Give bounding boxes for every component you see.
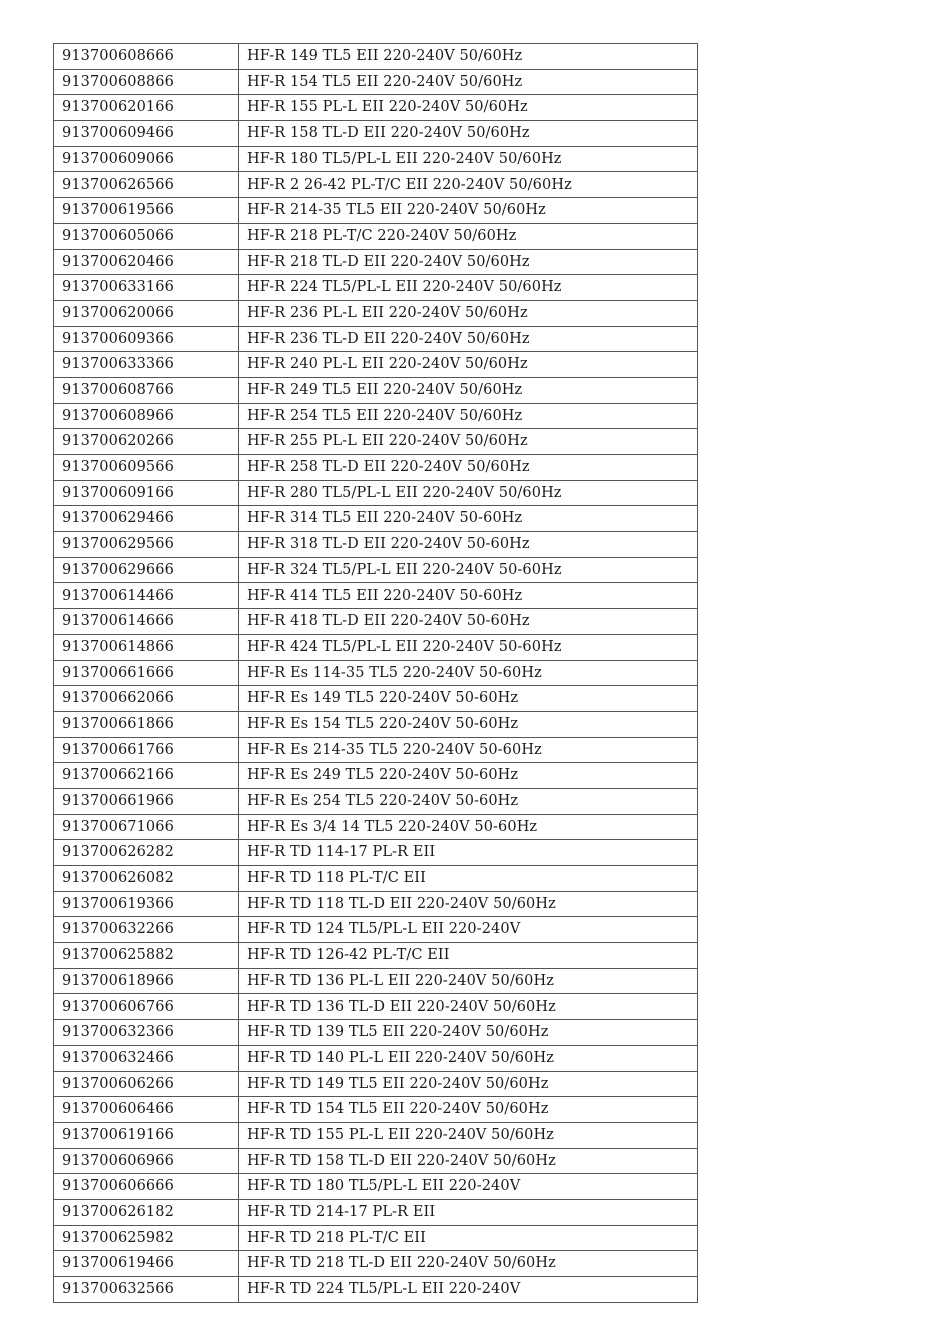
table-row [54,172,698,198]
product-code-cell: 913700629466 [54,506,239,532]
product-description-cell: HF-R TD 140 PL-L EII 220-240V 50/60Hz [239,1045,698,1071]
product-description-cell: HF-R 149 TL5 EII 220-240V 50/60Hz [239,44,698,70]
table-row [54,506,698,532]
product-code-cell: 913700605066 [54,223,239,249]
table-row [54,686,698,712]
product-description-cell: HF-R TD 139 TL5 EII 220-240V 50/60Hz [239,1020,698,1046]
table-row [54,532,698,558]
product-description-cell: HF-R 218 TL-D EII 220-240V 50/60Hz [239,249,698,275]
product-code-cell: 913700629566 [54,532,239,558]
table-row [54,737,698,763]
product-description-cell: HF-R Es 254 TL5 220-240V 50-60Hz [239,788,698,814]
product-code-cell: 913700626082 [54,866,239,892]
table-row [54,352,698,378]
product-description-cell: HF-R 280 TL5/PL-L EII 220-240V 50/60Hz [239,480,698,506]
product-code-cell: 913700606666 [54,1174,239,1200]
product-code-cell: 913700609066 [54,146,239,172]
product-description-cell: HF-R 314 TL5 EII 220-240V 50-60Hz [239,506,698,532]
product-code-cell: 913700626566 [54,172,239,198]
product-description-cell: HF-R TD 155 PL-L EII 220-240V 50/60Hz [239,1122,698,1148]
product-code-cell: 913700620066 [54,300,239,326]
table-row [54,814,698,840]
product-code-cell: 913700609366 [54,326,239,352]
product-description-cell: HF-R TD 118 PL-T/C EII [239,866,698,892]
product-code-cell: 913700629666 [54,557,239,583]
product-description-cell: HF-R 424 TL5/PL-L EII 220-240V 50-60Hz [239,634,698,660]
table-row [54,1071,698,1097]
product-description-cell: HF-R TD 224 TL5/PL-L EII 220-240V [239,1277,698,1303]
product-table [53,43,698,1303]
product-description-cell: HF-R TD 136 PL-L EII 220-240V 50/60Hz [239,968,698,994]
product-description-cell: HF-R 224 TL5/PL-L EII 220-240V 50/60Hz [239,275,698,301]
product-description-cell: HF-R 414 TL5 EII 220-240V 50-60Hz [239,583,698,609]
product-description-cell: HF-R 236 PL-L EII 220-240V 50/60Hz [239,300,698,326]
product-description-cell: HF-R TD 124 TL5/PL-L EII 220-240V [239,917,698,943]
product-description-cell: HF-R TD 218 TL-D EII 220-240V 50/60Hz [239,1251,698,1277]
table-row [54,300,698,326]
product-code-cell: 913700619466 [54,1251,239,1277]
product-code-cell: 913700619566 [54,198,239,224]
table-row [54,455,698,481]
product-description-cell: HF-R TD 158 TL-D EII 220-240V 50/60Hz [239,1148,698,1174]
product-description-cell: HF-R Es 149 TL5 220-240V 50-60Hz [239,686,698,712]
product-code-cell: 913700606466 [54,1097,239,1123]
product-code-cell: 913700662166 [54,763,239,789]
product-code-cell: 913700626182 [54,1199,239,1225]
table-row [54,146,698,172]
table-row [54,1148,698,1174]
product-code-cell: 913700625982 [54,1225,239,1251]
product-description-cell: HF-R 236 TL-D EII 220-240V 50/60Hz [239,326,698,352]
product-description-cell: HF-R TD 126-42 PL-T/C EII [239,943,698,969]
product-description-cell: HF-R TD 118 TL-D EII 220-240V 50/60Hz [239,891,698,917]
table-row [54,249,698,275]
product-code-cell: 913700614466 [54,583,239,609]
product-code-cell: 913700626282 [54,840,239,866]
product-description-cell: HF-R Es 114-35 TL5 220-240V 50-60Hz [239,660,698,686]
product-description-cell: HF-R 249 TL5 EII 220-240V 50/60Hz [239,377,698,403]
product-description-cell: HF-R Es 249 TL5 220-240V 50-60Hz [239,763,698,789]
product-description-cell: HF-R Es 3/4 14 TL5 220-240V 50-60Hz [239,814,698,840]
product-code-cell: 913700661666 [54,660,239,686]
product-description-cell: HF-R TD 214-17 PL-R EII [239,1199,698,1225]
table-row [54,1174,698,1200]
product-code-cell: 913700608666 [54,44,239,70]
table-row [54,480,698,506]
table-row [54,377,698,403]
table-row [54,943,698,969]
product-code-cell: 913700662066 [54,686,239,712]
product-description-cell: HF-R 258 TL-D EII 220-240V 50/60Hz [239,455,698,481]
table-row [54,1225,698,1251]
product-code-cell: 913700614866 [54,634,239,660]
product-code-cell: 913700609466 [54,121,239,147]
product-description-cell: HF-R 155 PL-L EII 220-240V 50/60Hz [239,95,698,121]
product-code-cell: 913700618966 [54,968,239,994]
product-code-cell: 913700661866 [54,711,239,737]
product-code-cell: 913700609166 [54,480,239,506]
product-code-cell: 913700620266 [54,429,239,455]
table-row [54,840,698,866]
product-description-cell: HF-R TD 149 TL5 EII 220-240V 50/60Hz [239,1071,698,1097]
product-code-cell: 913700661966 [54,788,239,814]
table-row [54,1251,698,1277]
table-row [54,891,698,917]
product-description-cell: HF-R 254 TL5 EII 220-240V 50/60Hz [239,403,698,429]
table-row [54,968,698,994]
product-description-cell: HF-R 154 TL5 EII 220-240V 50/60Hz [239,69,698,95]
table-row [54,660,698,686]
table-row [54,326,698,352]
table-row [54,1097,698,1123]
table-row [54,994,698,1020]
table-row [54,95,698,121]
product-code-cell: 913700606766 [54,994,239,1020]
product-description-cell: HF-R 418 TL-D EII 220-240V 50-60Hz [239,609,698,635]
table-row [54,1277,698,1303]
product-description-cell: HF-R Es 214-35 TL5 220-240V 50-60Hz [239,737,698,763]
product-description-cell: HF-R 214-35 TL5 EII 220-240V 50/60Hz [239,198,698,224]
product-code-cell: 913700632266 [54,917,239,943]
table-row [54,917,698,943]
product-description-cell: HF-R 180 TL5/PL-L EII 220-240V 50/60Hz [239,146,698,172]
product-description-cell: HF-R 240 PL-L EII 220-240V 50/60Hz [239,352,698,378]
product-description-cell: HF-R 255 PL-L EII 220-240V 50/60Hz [239,429,698,455]
table-row [54,69,698,95]
table-row [54,788,698,814]
table-row [54,1199,698,1225]
table-row [54,198,698,224]
table-row [54,763,698,789]
product-code-cell: 913700661766 [54,737,239,763]
product-description-cell: HF-R Es 154 TL5 220-240V 50-60Hz [239,711,698,737]
table-row [54,634,698,660]
table-row [54,44,698,70]
table-row [54,1020,698,1046]
table-row [54,121,698,147]
product-code-cell: 913700614666 [54,609,239,635]
product-code-cell: 913700619366 [54,891,239,917]
product-code-cell: 913700608866 [54,69,239,95]
product-code-cell: 913700606266 [54,1071,239,1097]
table-row [54,403,698,429]
product-code-cell: 913700620166 [54,95,239,121]
product-code-cell: 913700671066 [54,814,239,840]
product-table-body [54,44,698,1303]
product-code-cell: 913700608766 [54,377,239,403]
table-row [54,557,698,583]
table-row [54,1122,698,1148]
product-code-cell: 913700632366 [54,1020,239,1046]
product-description-cell: HF-R TD 218 PL-T/C EII [239,1225,698,1251]
product-description-cell: HF-R TD 180 TL5/PL-L EII 220-240V [239,1174,698,1200]
product-description-cell: HF-R 218 PL-T/C 220-240V 50/60Hz [239,223,698,249]
product-code-cell: 913700609566 [54,455,239,481]
product-description-cell: HF-R 318 TL-D EII 220-240V 50-60Hz [239,532,698,558]
table-row [54,711,698,737]
product-code-cell: 913700620466 [54,249,239,275]
product-code-cell: 913700606966 [54,1148,239,1174]
product-description-cell: HF-R TD 114-17 PL-R EII [239,840,698,866]
product-description-cell: HF-R 158 TL-D EII 220-240V 50/60Hz [239,121,698,147]
product-code-cell: 913700608966 [54,403,239,429]
product-description-cell: HF-R TD 136 TL-D EII 220-240V 50/60Hz [239,994,698,1020]
table-row [54,1045,698,1071]
table-row [54,583,698,609]
table-row [54,866,698,892]
product-code-cell: 913700632466 [54,1045,239,1071]
table-row [54,275,698,301]
product-code-cell: 913700625882 [54,943,239,969]
product-code-cell: 913700633366 [54,352,239,378]
product-code-cell: 913700619166 [54,1122,239,1148]
table-row [54,223,698,249]
product-code-cell: 913700632566 [54,1277,239,1303]
table-row [54,609,698,635]
product-description-cell: HF-R TD 154 TL5 EII 220-240V 50/60Hz [239,1097,698,1123]
product-description-cell: HF-R 2 26-42 PL-T/C EII 220-240V 50/60Hz [239,172,698,198]
table-row [54,429,698,455]
product-code-cell: 913700633166 [54,275,239,301]
product-description-cell: HF-R 324 TL5/PL-L EII 220-240V 50-60Hz [239,557,698,583]
